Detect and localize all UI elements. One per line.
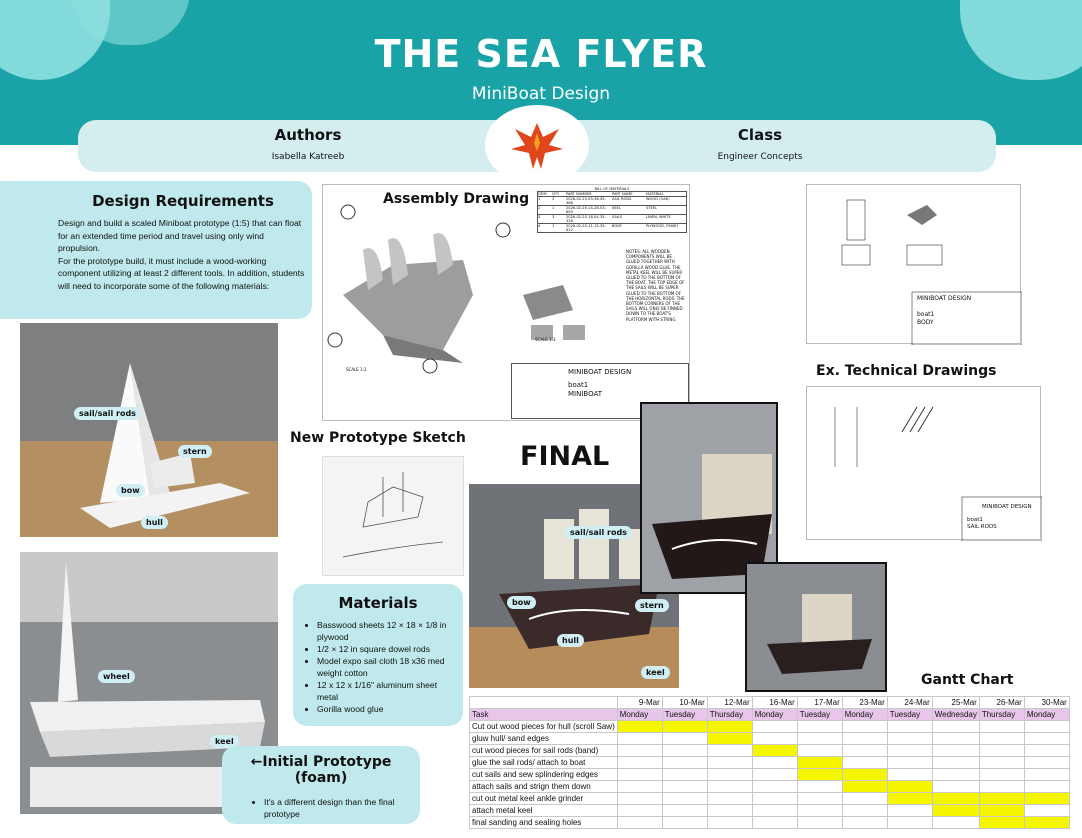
gantt-task-header: Task [470, 709, 618, 721]
gantt-cell [752, 805, 797, 817]
title-block-name: MINIBOAT DESIGN [568, 368, 632, 376]
gantt-bar [707, 721, 752, 733]
assembly-notes: NOTES: ALL WOODEN COMPONENTS WILL BE GLUED TOGETHER WITH GORILLA WOOD GLUE. THE METAL KEEL WILL BE SUPER GLUED TO THE BOTTOM OF THE BOAT. THE TOP EDGE OF THE SAILS WILL BE SUPER GLUED TO THE BOTTOM OF THE HORIZONTAL RODS. THE BOTTOM CORNERS OF THE SAILS WILL ONLY BE FINNED DOWN TO THE BOAT'S PLATFORM WITH STRING. [626, 249, 685, 322]
gantt-bar [932, 793, 979, 805]
tech-title-block: MINIBOAT DESIGN [917, 295, 972, 302]
bom-h-part-name: PART NAME [612, 192, 633, 196]
gantt-cell [887, 817, 932, 829]
gantt-heading: Gantt Chart [921, 672, 1014, 688]
gantt-cell [707, 769, 752, 781]
gantt-cell [1024, 733, 1069, 745]
gantt-cell [1024, 745, 1069, 757]
gantt-cell [797, 733, 842, 745]
gantt-cell [617, 769, 662, 781]
gantt-date: 16-Mar [752, 697, 797, 709]
gantt-cell [617, 745, 662, 757]
gantt-bar [842, 769, 887, 781]
gantt-date: 26-Mar [979, 697, 1024, 709]
gantt-bar [887, 781, 932, 793]
gantt-cell [842, 817, 887, 829]
gantt-task-row [470, 781, 1070, 793]
gantt-cell [797, 781, 842, 793]
gantt-cell [662, 757, 707, 769]
gantt-cell [662, 745, 707, 757]
gantt-cell [1024, 805, 1069, 817]
gantt-table [469, 696, 1070, 829]
bom-h-material: MATERIAL [646, 192, 664, 196]
gantt-cell [887, 745, 932, 757]
gantt-day: Monday [842, 709, 887, 721]
technical-drawing-body [806, 184, 1021, 344]
initial-item: • It's a different design than the final prototype [264, 796, 410, 820]
gantt-cell [1024, 769, 1069, 781]
gantt-task-name: cut out metal keel ankle grinder [470, 793, 618, 805]
sketch-heading: New Prototype Sketch [290, 430, 466, 446]
materials-list [317, 619, 457, 715]
gantt-cell [752, 757, 797, 769]
gantt-date: 12-Mar [707, 697, 752, 709]
gantt-bar [979, 793, 1024, 805]
gantt-cell [842, 733, 887, 745]
gantt-cell [797, 745, 842, 757]
bom-cell: 3 [552, 215, 555, 219]
gantt-cell [617, 805, 662, 817]
gantt-cell [887, 721, 932, 733]
gantt-cell [707, 757, 752, 769]
gantt-bar [1024, 817, 1069, 829]
label-keel: keel [210, 735, 239, 748]
class-block [610, 126, 910, 162]
gantt-cell [617, 817, 662, 829]
final-label-stern: stern [635, 599, 669, 612]
gantt-cell [932, 721, 979, 733]
gantt-cell [842, 721, 887, 733]
gantt-date: 30-Mar [1024, 697, 1069, 709]
gantt-cell [842, 745, 887, 757]
bom-cell: PLYWOOD, FINISH [646, 224, 679, 228]
gantt-task-name: gluw hull/ sand edges [470, 733, 618, 745]
gantt-task-name: attach metal keel [470, 805, 618, 817]
gantt-cell [797, 793, 842, 805]
bom-row [537, 224, 687, 233]
gantt-task-name: Cut out wood pieces for hull (scroll Saw) [470, 721, 618, 733]
title-block-sub: MINIBOAT [568, 390, 602, 398]
class-heading: Class [737, 126, 783, 144]
gantt-cell [979, 745, 1024, 757]
materials-heading: Materials [338, 594, 418, 612]
bom-h-qty: QTY [552, 192, 560, 196]
gantt-task-row [470, 793, 1070, 805]
poster-subtitle: MiniBoat Design [471, 84, 611, 104]
initial-list [264, 796, 410, 820]
gantt-cell [1024, 781, 1069, 793]
gantt-cell [932, 745, 979, 757]
gantt-cell [887, 769, 932, 781]
tech-sub: BODY [917, 319, 934, 326]
gantt-cell [932, 781, 979, 793]
gantt-cell [752, 721, 797, 733]
bom-h-item: ITEM [538, 192, 547, 196]
phoenix-icon [507, 115, 567, 175]
gantt-cell [617, 793, 662, 805]
tech-drawings-heading: Ex. Technical Drawings [816, 363, 997, 379]
gantt-bar [932, 805, 979, 817]
gantt-cell [752, 733, 797, 745]
gantt-cell [707, 805, 752, 817]
gantt-bar [979, 805, 1024, 817]
gantt-cell [617, 781, 662, 793]
gantt-day: Tuesday [797, 709, 842, 721]
gantt-cell [797, 721, 842, 733]
design-requirements-heading [58, 192, 308, 210]
material-item: • Model expo sail cloth 18 x36 med weight cotton [317, 655, 457, 679]
gantt-bar [752, 745, 797, 757]
bom-row [537, 215, 687, 224]
prototype-sketch [322, 456, 464, 576]
gantt-cell [752, 793, 797, 805]
bom-cell: 4 [538, 224, 541, 228]
gantt-day: Monday [752, 709, 797, 721]
bom-cell: 2026-02-25-16-04-35-326 [566, 215, 606, 223]
gantt-task-row [470, 733, 1070, 745]
gantt-date: 24-Mar [887, 697, 932, 709]
gantt-cell [887, 757, 932, 769]
gantt-task-row [470, 769, 1070, 781]
gantt-task-row [470, 745, 1070, 757]
gantt-cell [842, 757, 887, 769]
authors-block [158, 126, 458, 162]
gantt-task-name: cut wood pieces for sail rods (band) [470, 745, 618, 757]
bom-cell: KEEL [612, 206, 621, 210]
gantt-corner [470, 697, 618, 709]
gantt-date: 10-Mar [662, 697, 707, 709]
gantt-cell [752, 817, 797, 829]
body-drawing-lines [807, 185, 1022, 345]
bom-cell: STEEL [646, 206, 658, 210]
bom-cell: 2 [538, 206, 541, 210]
assembly-drawing [322, 184, 690, 421]
tech-part: boat1 [917, 311, 935, 318]
gantt-cell [932, 733, 979, 745]
final-label-keel: keel [641, 666, 670, 679]
bom-cell: SAILS [612, 215, 623, 219]
label-sail-rods: sail/sail rods [74, 407, 141, 420]
gantt-day-row [470, 709, 1070, 721]
gantt-bar [797, 757, 842, 769]
technical-drawing-sail-rods [806, 386, 1041, 540]
phoenix-logo [485, 105, 589, 185]
gantt-day: Tuesday [662, 709, 707, 721]
assembly-heading: Assembly Drawing [383, 191, 530, 207]
gantt-bar [797, 769, 842, 781]
assembly-scale-2: SCALE 1:3 [535, 337, 556, 342]
materials-card [293, 584, 463, 726]
gantt-cell [1024, 757, 1069, 769]
gantt-date: 23-Mar [842, 697, 887, 709]
gantt-task-row [470, 757, 1070, 769]
gantt-day: Wednesday [932, 709, 979, 721]
gantt-day: Monday [1024, 709, 1069, 721]
final-heading: FINAL [520, 441, 610, 472]
gantt-date: 25-Mar [932, 697, 979, 709]
gantt-day: Monday [617, 709, 662, 721]
initial-prototype-card [222, 746, 420, 824]
gantt-task-name: attach sails and strign them down [470, 781, 618, 793]
design-requirements-text: Design and build a scaled Miniboat prototype (1:5) that can float for an extended time period and travel using only wind propulsion. For the prototype build, it must include a wood-working component utilizing at least 2 different tools. In addition, students will need to incorporate some of the following materials: [58, 218, 305, 291]
gantt-cell [1024, 721, 1069, 733]
gantt-cell [617, 733, 662, 745]
sail-rod-drawing-lines [807, 387, 1042, 541]
material-item: • 12 x 12 x 1/16" aluminum sheet metal [317, 679, 457, 703]
label-stern: stern [178, 445, 212, 458]
assembly-scale: SCALE 1:2 [346, 367, 367, 372]
gantt-cell [752, 769, 797, 781]
gantt-cell [887, 805, 932, 817]
prototype-photo-1 [20, 323, 278, 537]
gantt-bar [842, 781, 887, 793]
tech2-sub: SAIL RODS [967, 524, 997, 530]
label-hull: hull [141, 516, 168, 529]
gantt-cell [979, 733, 1024, 745]
gantt-cell [707, 817, 752, 829]
gantt-cell [707, 781, 752, 793]
gantt-cell [797, 805, 842, 817]
tech2-part: boat1 [967, 517, 983, 523]
gantt-cell [662, 805, 707, 817]
gantt-cell [979, 769, 1024, 781]
gantt-day: Tuesday [887, 709, 932, 721]
gantt-cell [932, 817, 979, 829]
bom-cell: LINEN, WHITE [646, 215, 671, 219]
gantt-cell [707, 793, 752, 805]
title-block-part: boat1 [568, 381, 589, 389]
gantt-bar [617, 721, 662, 733]
gantt-cell [662, 781, 707, 793]
gantt-bar [887, 793, 932, 805]
material-item: • 1/2 × 12 in square dowel rods [317, 643, 457, 655]
gantt-cell [617, 757, 662, 769]
gantt-date: 17-Mar [797, 697, 842, 709]
bom-row [537, 206, 687, 215]
bom-cell: WOOD (OAK) [646, 197, 670, 201]
bom-cell: 1 [552, 206, 555, 210]
gantt-task-name: cut sails and sew splindering edges [470, 769, 618, 781]
material-item: • Gorilla wood glue [317, 703, 457, 715]
material-item: • Basswood sheets 12 × 18 × 1/8 in plywood [317, 619, 457, 643]
gantt-cell [662, 793, 707, 805]
bom-cell: SAIL RODS [612, 197, 632, 201]
author-name: Isabella Katreeb [271, 152, 345, 162]
bom-cell: 2026-02-25-11-15-35-622 [566, 224, 606, 232]
bom-cell: 3 [552, 197, 555, 201]
gantt-cell [979, 757, 1024, 769]
initial-heading: ←Initial Prototype (foam) [250, 754, 392, 786]
gantt-date: 9-Mar [617, 697, 662, 709]
gantt-bar [707, 733, 752, 745]
gantt-day: Thursday [707, 709, 752, 721]
final-label-bow: bow [507, 596, 536, 609]
gantt-cell [979, 781, 1024, 793]
bill-of-materials [537, 187, 687, 233]
bom-h-part-number: PART NUMBER [566, 192, 592, 196]
gantt-cell [662, 733, 707, 745]
bom-cell: 2026-02-25-14-28-53-600 [566, 206, 606, 214]
gantt-cell [932, 769, 979, 781]
poster-title: THE SEA FLYER [374, 32, 708, 76]
paper-boat-illustration [20, 323, 278, 537]
bom-cell: BODY [612, 224, 622, 228]
gantt-day: Thursday [979, 709, 1024, 721]
gantt-cell [932, 757, 979, 769]
gantt-cell [887, 733, 932, 745]
gantt-task-row [470, 721, 1070, 733]
label-wheel: wheel [98, 670, 135, 683]
gantt-cell [752, 781, 797, 793]
tech2-title-block: MINIBOAT DESIGN [982, 504, 1032, 510]
bom-cell: 1 [538, 197, 541, 201]
gantt-cell [797, 817, 842, 829]
gantt-task-name: glue the sail rods/ attach to boat [470, 757, 618, 769]
gantt-bar [1024, 793, 1069, 805]
gantt-bar [662, 721, 707, 733]
bom-title: BILL OF MATERIALS [594, 187, 630, 191]
gantt-cell [662, 817, 707, 829]
sketch-lines [323, 457, 465, 577]
gantt-cell [707, 745, 752, 757]
gantt-task-row [470, 817, 1070, 829]
side-illustration [747, 564, 887, 692]
class-name: Engineer Concepts [717, 152, 803, 162]
authors-heading: Authors [274, 126, 342, 144]
design-requirements-title: Design Requirements [92, 192, 274, 210]
gantt-cell [842, 793, 887, 805]
gantt-task-name: final sanding and sealing holes [470, 817, 618, 829]
final-label-hull: hull [557, 634, 584, 647]
bom-cell: 2026-02-25-09-36-45-386 [566, 197, 606, 205]
final-label-sail: sail/sail rods [565, 526, 632, 539]
bom-cell: 1 [552, 224, 555, 228]
gantt-cell [662, 769, 707, 781]
bom-row [537, 197, 687, 206]
gantt-cell [979, 721, 1024, 733]
gantt-cell [842, 805, 887, 817]
label-bow: bow [116, 484, 145, 497]
gantt-task-row [470, 805, 1070, 817]
gantt-date-row [470, 697, 1070, 709]
bom-cell: 3 [538, 215, 541, 219]
final-photo-side [745, 562, 887, 692]
gantt-bar [979, 817, 1024, 829]
